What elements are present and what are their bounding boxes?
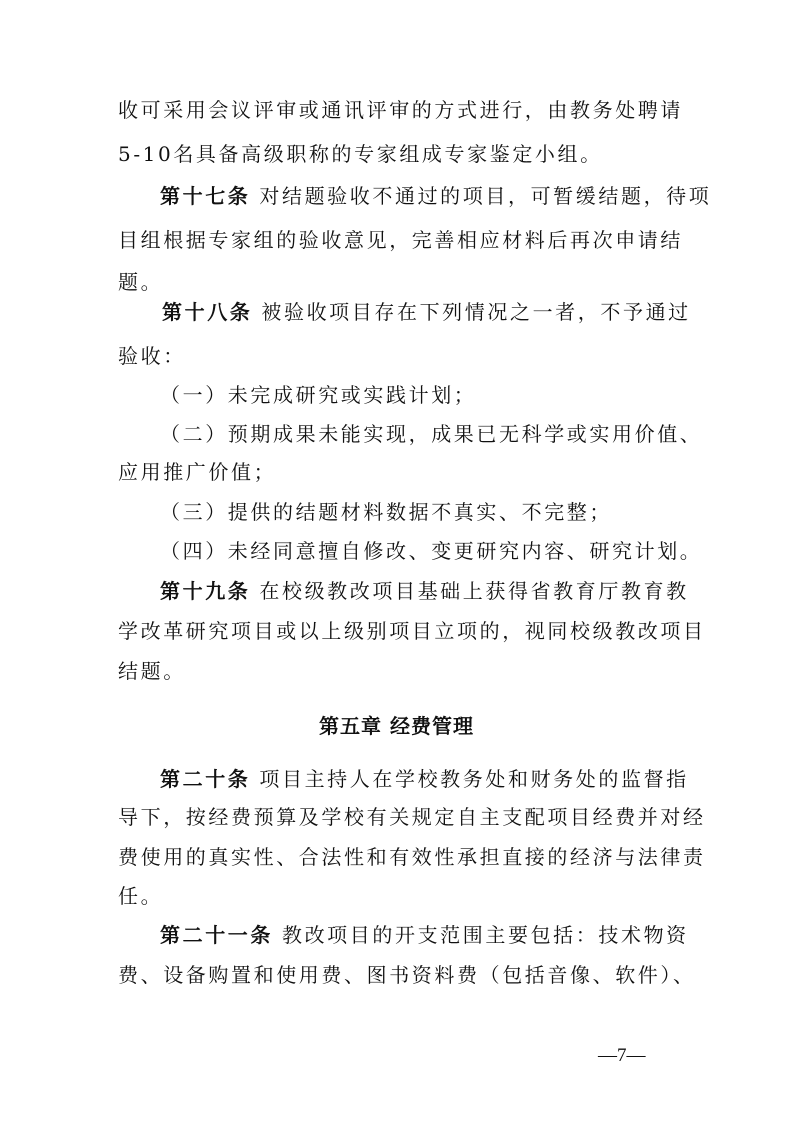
article-20-line — [160, 766, 689, 792]
chapter-heading: 第五章 经费管理 — [319, 714, 474, 738]
text-line: 应用推广价值； — [118, 460, 277, 484]
list-item: （三）提供的结题材料数据不真实、不完整； — [160, 500, 612, 524]
article-17-text: 对结题验收不通过的项目，可暂缓结题，待项 — [259, 184, 712, 208]
text-line: 5-10名具备高级职称的专家组成专家鉴定小组。 — [118, 142, 603, 166]
list-item: （二）预期成果未能实现，成果已无科学或实用价值、 — [160, 422, 703, 446]
article-20-text: 项目主持人在学校教务处和财务处的监督指 — [259, 767, 689, 791]
text-line: 收可采用会议评审或通讯评审的方式进行，由教务处聘请 — [118, 98, 683, 122]
text-line: 导下，按经费预算及学校有关规定自主支配项目经费并对经 — [118, 805, 706, 829]
text-line: 验收： — [118, 344, 186, 368]
article-19-line — [160, 578, 689, 604]
text-line: 费、设备购置和使用费、图书资料费（包括音像、软件）、 — [118, 963, 696, 987]
article-21-label: 第二十一条 — [160, 923, 273, 947]
text-line: 费使用的真实性、合法性和有效性承担直接的经济与法律责 — [118, 845, 706, 869]
page-number: —7— — [598, 1045, 646, 1066]
article-21-line — [160, 922, 689, 948]
article-19-text: 在校级教改项目基础上获得省教育厅教育教 — [259, 579, 689, 603]
list-item: （四）未经同意擅自修改、变更研究内容、研究计划。 — [160, 539, 703, 563]
article-17-line — [160, 183, 711, 209]
article-19-label: 第十九条 — [160, 579, 251, 603]
article-18-label: 第十八条 — [162, 300, 253, 324]
text-line: 目组根据专家组的验收意见，完善相应材料后再次申请结 — [118, 228, 683, 252]
article-20-label: 第二十条 — [160, 767, 251, 791]
article-21-text: 教改项目的开支范围主要包括：技术物资 — [281, 923, 689, 947]
article-18-text: 被验收项目存在下列情况之一者，不予通过 — [261, 300, 691, 324]
article-17-label: 第十七条 — [160, 184, 251, 208]
text-line: 学改革研究项目或以上级别项目立项的，视同校级教改项目 — [118, 619, 706, 643]
text-line: 题。 — [118, 270, 164, 294]
list-item: （一）未完成研究或实践计划； — [160, 383, 477, 407]
article-18-line — [162, 299, 691, 325]
text-line: 结题。 — [118, 659, 186, 683]
text-line: 任。 — [118, 884, 164, 908]
